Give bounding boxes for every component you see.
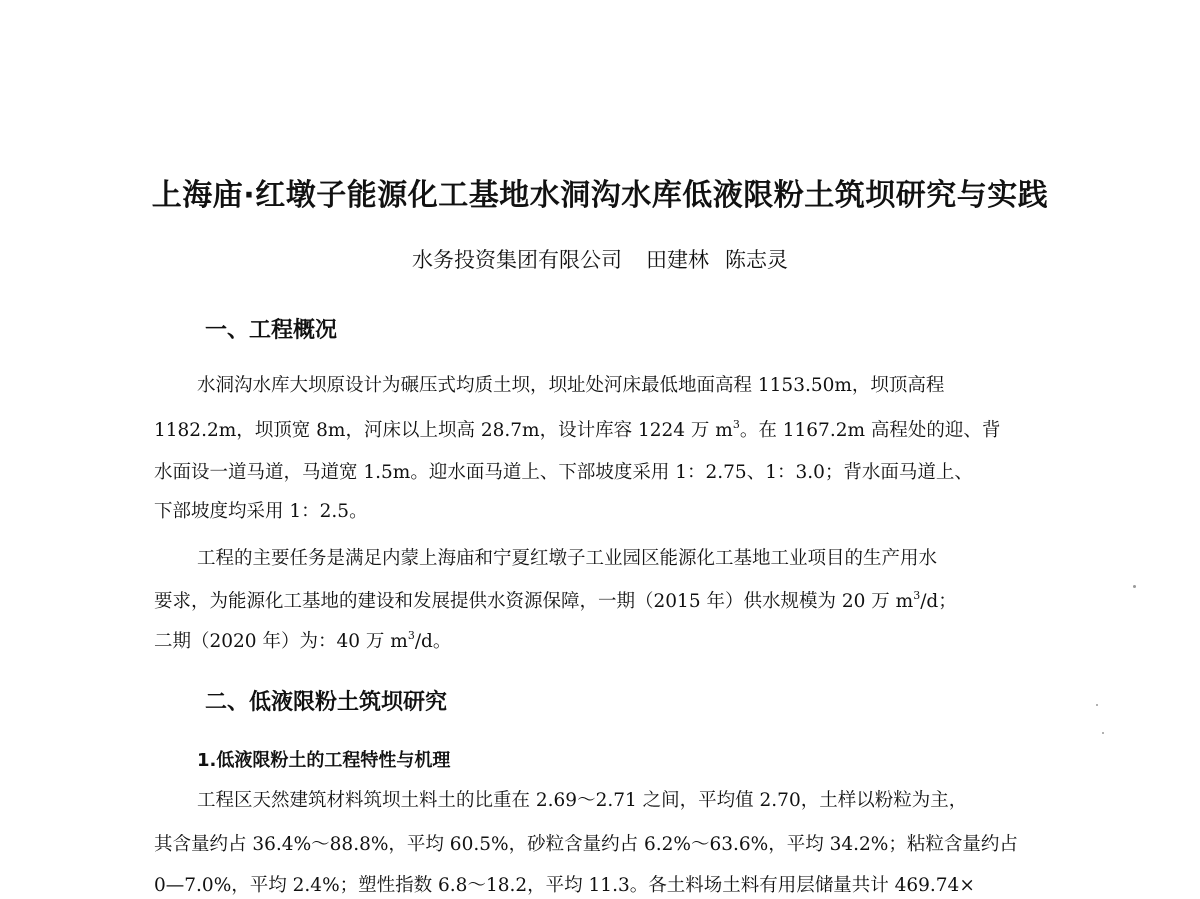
scan-speck [1102, 732, 1104, 734]
paragraph-line: 其含量约占 36.4%～88.8%，平均 60.5%，砂粒含量约占 6.2%～63.6%，平均 34.2%；粘粒含量约占 [154, 834, 1018, 855]
paragraph-line: 0—7.0%，平均 2.4%；塑性指数 6.8～18.2，平均 11.3。各土料场土料有用层储量共计 469.74× [154, 875, 975, 896]
paragraph-line: 二期（2020 年）为：40 万 $m^3/d$。 [154, 629, 452, 652]
paragraph-line: 工程区天然建筑材料筑坝土料土的比重在 2.69～2.71 之间，平均值 2.70，土样以粉粒为主， [197, 790, 968, 811]
paragraph-line: 水面设一道马道，马道宽 1.5m。迎水面马道上、下部坡度采用 1：2.75、1：3.0；背水面马道上、 [154, 462, 973, 483]
scan-speck [1133, 585, 1136, 588]
author-name: 陈志灵 [725, 248, 788, 272]
paragraph-line: 1182.2m，坝顶宽 8m，河床以上坝高 28.7m，设计库容 1224 万 $m^3$。在 1167.2m 高程处的迎、背 [154, 418, 1001, 441]
paragraph-line: 工程的主要任务是满足内蒙上海庙和宁夏红墩子工业园区能源化工基地工业项目的生产用水 [197, 548, 938, 569]
paragraph-line: 下部坡度均采用 1：2.5。 [154, 501, 368, 522]
author-line [0, 244, 1200, 274]
paragraph-line: 水洞沟水库大坝原设计为碾压式均质土坝，坝址处河床最低地面高程 1153.50m，坝顶高程 [197, 375, 945, 396]
subsection-heading: 1.低液限粉土的工程特性与机理 [197, 750, 451, 771]
section-heading: 二、低液限粉土筑坝研究 [205, 690, 448, 715]
author-organization: 水务投资集团有限公司 [412, 248, 622, 272]
scan-speck [1096, 704, 1098, 706]
author-name: 田建林 [646, 248, 709, 272]
paragraph-line: 要求，为能源化工基地的建设和发展提供水资源保障，一期（2015 年）供水规模为 20 万 $m^3/d$； [154, 589, 957, 612]
paper-title: 上海庙·红墩子能源化工基地水洞沟水库低液限粉土筑坝研究与实践 [151, 178, 1049, 213]
section-heading: 一、工程概况 [205, 318, 338, 343]
